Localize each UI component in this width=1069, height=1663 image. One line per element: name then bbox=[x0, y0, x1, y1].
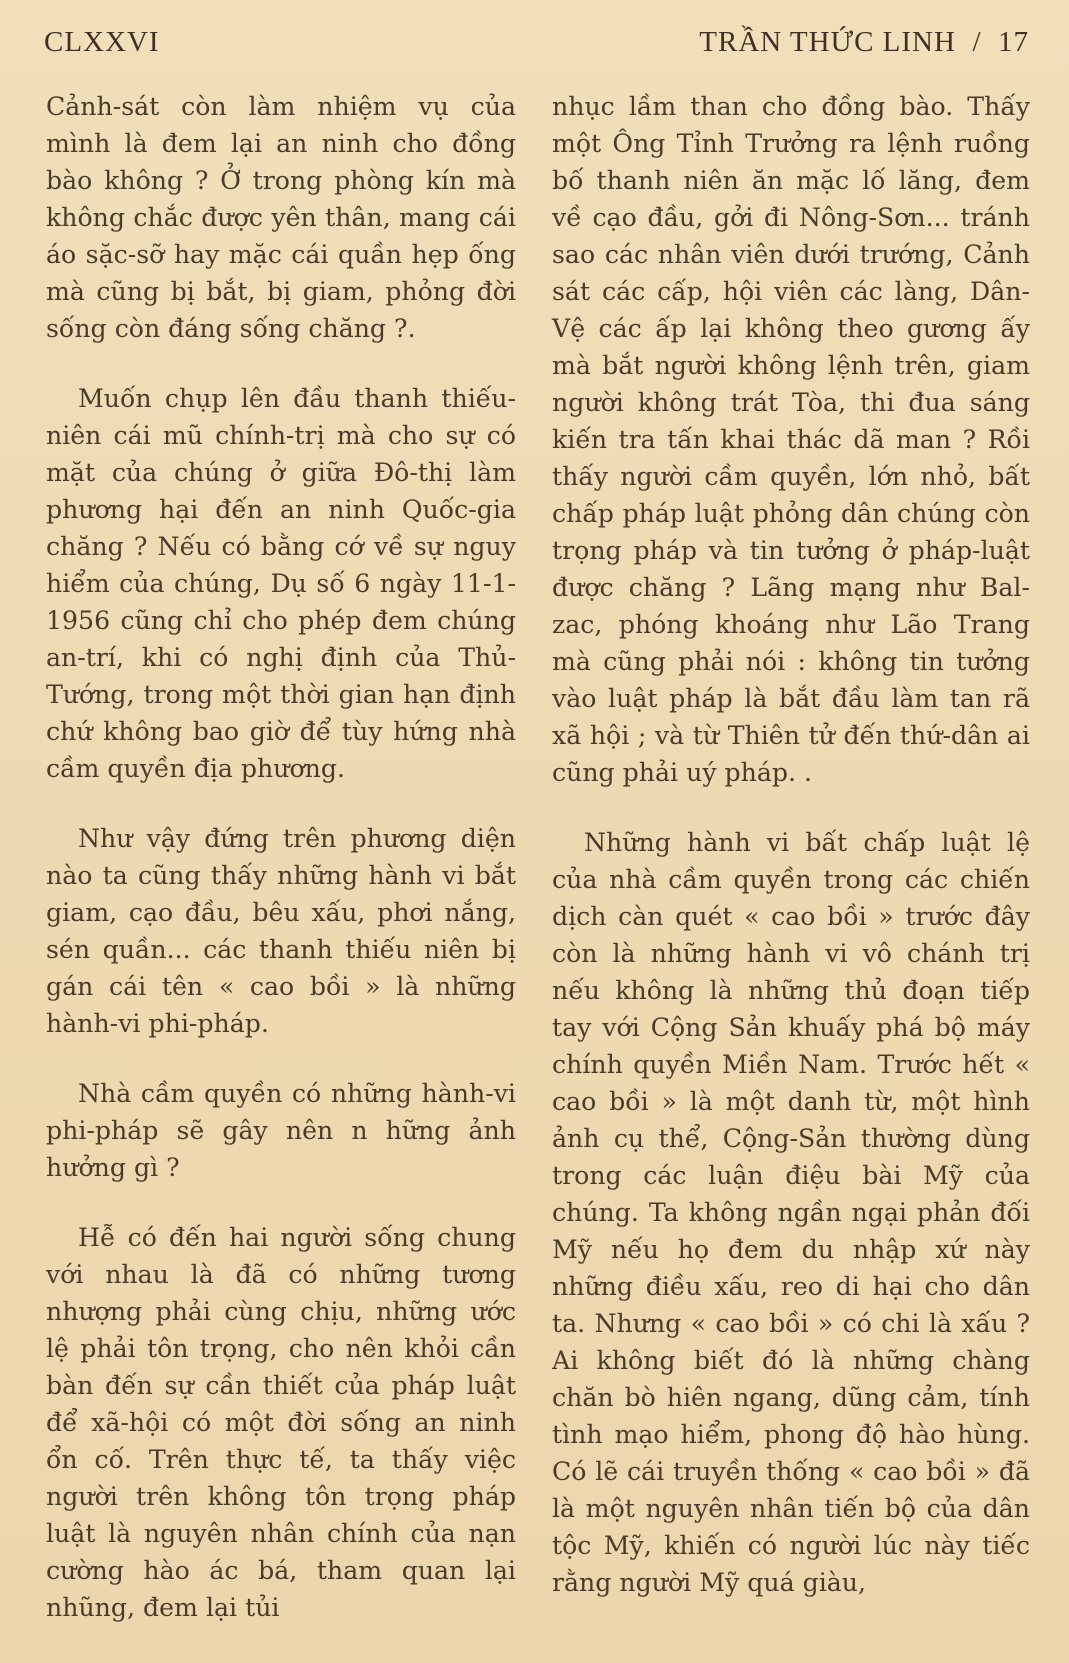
paragraph: Cảnh-sát còn làm nhiệm vụ của mình là đem lại an ninh cho đồng bào không ? Ở trong phòng kín mà không chắc được yên thân, mang cái áo sặc-sỡ hay mặc cái quần hẹp ống mà cũng bị bắt, bị giam, phỏng đời sống còn đáng sống chăng ?. bbox=[46, 92, 516, 343]
author-and-page-number: TRẦN THỨC LINH / 17 bbox=[699, 25, 1029, 58]
right-column bbox=[552, 88, 1030, 1601]
paragraph: Như vậy đứng trên phương diện nào ta cũng thấy những hành vi bắt giam, cạo đầu, bêu xấu, phơi nắng, sén quần... các thanh thiếu niên bị gán cái tên « cao bồi » là những hành-vi phi-pháp. bbox=[46, 824, 516, 1038]
running-header bbox=[44, 20, 1029, 64]
paragraph: nhục lầm than cho đồng bào. Thấy một Ông Tỉnh Trưởng ra lệnh ruồng bố thanh niên ăn mặc lố lăng, đem về cạo đầu, gởi đi Nông-Sơn... tránh sao các nhân viên dưới trướng, Cảnh sát các cấp, hội viên các làng, Dân-Vệ các ấp lại không theo gương ấy mà bắt người không lệnh trên, giam người không trát Tòa, thi đua sáng kiến tra tấn khai thác dã man ? Rồi thấy người cầm quyền, lớn nhỏ, bất chấp pháp luật phỏng dân chúng còn trọng pháp và tin tưởng ở pháp-luật được chăng ? Lãng mạng như Bal-zac, phóng khoáng như Lão Trang mà cũng phải nói : không tin tưởng vào luật pháp là bắt đầu làm tan rã xã hội ; và từ Thiên tử đến thứ-dân ai cũng phải uý pháp. . bbox=[552, 92, 1030, 787]
chapter-number: CLXXVI bbox=[44, 25, 160, 58]
left-column bbox=[46, 88, 516, 1626]
paragraph: Nhà cầm quyền có những hành-vi phi-pháp sẽ gây nên n hững ảnh hưởng gì ? bbox=[46, 1079, 516, 1182]
paragraph: Những hành vi bất chấp luật lệ của nhà cầm quyền trong các chiến dịch càn quét « cao bồi » trước đây còn là những hành vi vô chánh trị nếu không là những thủ đoạn tiếp tay với Cộng Sản khuấy phá bộ máy chính quyền Miền Nam. Trước hết « cao bồi » là một danh từ, một hình ảnh cụ thể, Cộng-Sản thường dùng trong các luận điệu bài Mỹ của chúng. Ta không ngần ngại phản đối Mỹ nếu họ đem du nhập xứ này những điều xấu, reo di hại cho dân ta. Nhưng « cao bồi » có chi là xấu ? Ai không biết đó là những chàng chăn bò hiên ngang, dũng cảm, tính tình mạo hiểm, phong độ hào hùng. Có lẽ cái truyền thống « cao bồi » đã là một nguyên nhân tiến bộ của dân tộc Mỹ, khiến có người lúc này tiếc rằng người Mỹ quá giàu, bbox=[552, 828, 1030, 1597]
paragraph: Muốn chụp lên đầu thanh thiếu-niên cái mũ chính-trị mà cho sự có mặt của chúng ở giữa Đô-thị làm phương hại đến an ninh Quốc-gia chăng ? Nếu có bằng cớ về sự nguy hiểm của chúng, Dụ số 6 ngày 11-1-1956 cũng chỉ cho phép đem chúng an-trí, khi có nghị định của Thủ-Tướng, trong một thời gian hạn định chứ không bao giờ để tùy hứng nhà cầm quyền địa phương. bbox=[46, 384, 516, 783]
paragraph: Hễ có đến hai người sống chung với nhau là đã có những tương nhượng phải cùng chịu, những ước lệ phải tôn trọng, cho nên khỏi cần bàn đến sự cần thiết của pháp luật để xã-hội có một đời sống an ninh ổn cố. Trên thực tế, ta thấy việc người trên không tôn trọng pháp luật là nguyên nhân chính của nạn cường hào ác bá, tham quan lại nhũng, đem lại tủi bbox=[46, 1223, 516, 1622]
